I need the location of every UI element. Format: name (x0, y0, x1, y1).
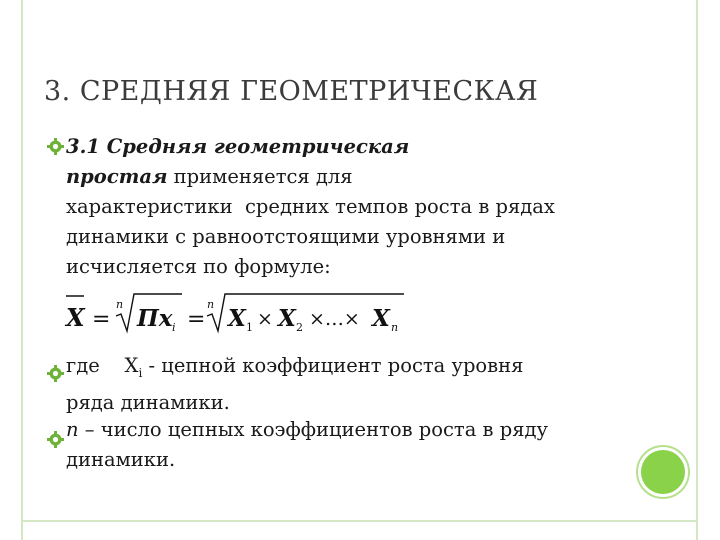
xi-text: - цепной коэффициент роста уровня (142, 354, 524, 377)
factor-xn: X (372, 305, 390, 332)
factor-x1-subscript: 1 (246, 321, 253, 334)
factor-xn-subscript: n (391, 321, 399, 334)
definition-line: характеристики средних темпов роста в рядах (66, 195, 555, 218)
formula-equals: = (92, 307, 111, 332)
gear-bullet-icon (47, 138, 64, 155)
formula-lhs: X (66, 303, 85, 332)
gear-bullet-icon (47, 365, 64, 382)
factor-x2: X (278, 305, 296, 332)
xi-subscript: i (138, 365, 143, 380)
n-text-line2: динамики. (66, 448, 176, 471)
factor-x2-subscript: 2 (296, 321, 303, 334)
xi-text-line2: ряда динамики. (66, 390, 230, 414)
times-dots: ×…× (309, 308, 360, 330)
term-word: простая (66, 165, 168, 188)
slide-frame-bottom (22, 520, 696, 540)
bullet-definition (66, 132, 555, 282)
gear-bullet-icon (47, 431, 64, 448)
bullet-xi-definition (66, 351, 523, 418)
slide-frame-right (696, 0, 720, 540)
formula-product: Пx (137, 305, 173, 332)
decorative-circle (641, 450, 685, 494)
root-index-2: n (207, 298, 215, 311)
geometric-mean-formula (50, 282, 430, 346)
definition-line: исчисляется по формуле: (66, 255, 331, 278)
xi-prefix: где X (66, 354, 139, 377)
definition-text: применяется для (167, 165, 353, 188)
times-sign: × (257, 308, 273, 330)
factor-x1: X (228, 305, 246, 332)
root-index: n (116, 298, 124, 311)
formula-equals-2: = (187, 307, 206, 332)
bullet-n-definition (66, 415, 548, 475)
slide-title: 3. СРЕДНЯЯ ГЕОМЕТРИЧЕСКАЯ (44, 76, 539, 107)
definition-line: динамики с равноотстоящими уровнями и (66, 225, 506, 248)
slide-frame-left (0, 0, 23, 540)
n-variable: n (66, 418, 79, 441)
term-heading: 3.1 Средняя геометрическая (66, 135, 410, 158)
product-subscript: i (172, 321, 176, 334)
n-text: – число цепных коэффициентов роста в ряду (78, 418, 548, 441)
